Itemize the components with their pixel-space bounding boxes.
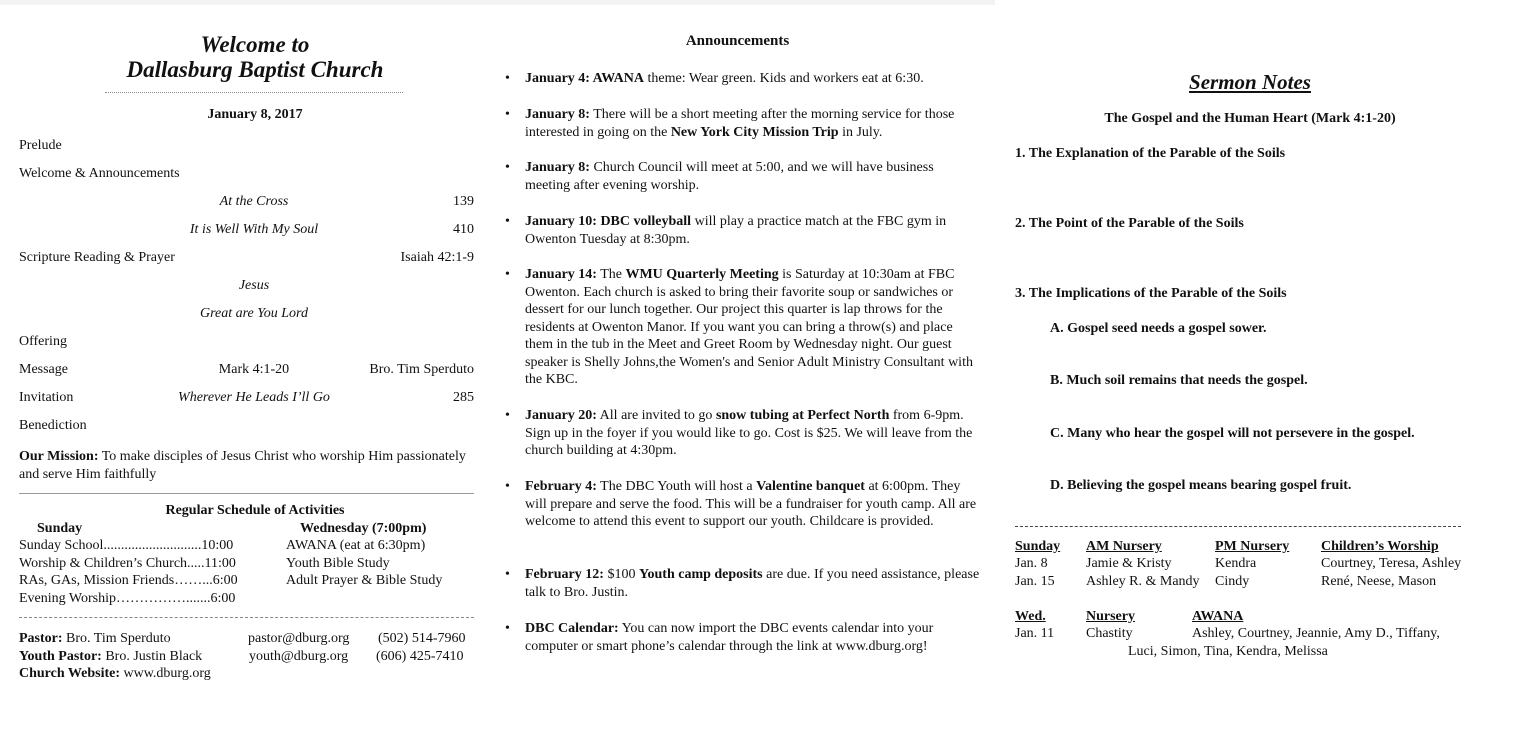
sermon-notes-title: Sermon Notes [1189, 70, 1311, 94]
order-label: Benediction [19, 418, 87, 433]
bullet-icon: • [505, 214, 510, 229]
wednesday-header-awana: AWANA [1192, 609, 1244, 624]
nursery-header-childrens-worship: Children’s Worship [1321, 539, 1439, 554]
order-song-1 [19, 277, 474, 295]
message-speaker: Bro. Tim Sperduto [369, 362, 474, 377]
wednesday-awana-continued: Luci, Simon, Tina, Kendra, Melissa [1128, 644, 1328, 659]
sermon-subpoint-a: A. Gospel seed needs a gospel sower. [1050, 321, 1267, 336]
website-url: www.dburg.org [120, 666, 211, 681]
hymn-number: 285 [453, 390, 474, 405]
sermon-subpoint-d: D. Believing the gospel means bearing gospel fruit. [1050, 478, 1352, 493]
order-message [19, 361, 474, 379]
order-label: Prelude [19, 138, 62, 153]
nursery-am: Jamie & Kristy [1086, 556, 1172, 571]
schedule-wednesday-item: AWANA (eat at 6:30pm) [286, 538, 426, 553]
sermon-subpoint-c: C. Many who hear the gospel will not persevere in the gospel. [1050, 426, 1415, 441]
youth-pastor-email: youth@dburg.org [249, 649, 349, 664]
schedule-wednesday-item: Adult Prayer & Bible Study [286, 573, 443, 588]
schedule-sunday-item: Sunday School............................10:00 [19, 538, 234, 553]
sermon-point-3: 3. The Implications of the Parable of the Soils [1015, 286, 1287, 301]
bullet-icon: • [505, 107, 510, 122]
bullet-icon: • [505, 621, 510, 636]
pastor-label: Pastor: [19, 631, 63, 646]
order-label: Offering [19, 334, 67, 349]
nursery-header-am: AM Nursery [1086, 539, 1162, 554]
hymn-title: At the Cross [219, 194, 289, 209]
order-song-2 [19, 305, 474, 323]
schedule-sunday-item: Worship & Children’s Church.....11:00 [19, 556, 236, 571]
order-hymn-1 [19, 193, 474, 211]
message-reference: Mark 4:1-20 [218, 362, 290, 377]
wednesday-header-nursery: Nursery [1086, 609, 1135, 624]
nursery-header-sunday: Sunday [1015, 539, 1061, 554]
order-hymn-2 [19, 221, 474, 239]
sermon-subpoint-b: B. Much soil remains that needs the gospel. [1050, 373, 1308, 388]
bullet-icon: • [505, 267, 510, 282]
nursery-pm: Kendra [1215, 556, 1257, 571]
sermon-subtitle: The Gospel and the Human Heart (Mark 4:1-20) [1104, 111, 1396, 126]
song-title: Jesus [238, 278, 270, 293]
pastor-name: Bro. Tim Sperduto [62, 631, 171, 646]
church-website [19, 665, 211, 683]
order-invitation [19, 389, 474, 407]
order-label: Invitation [19, 390, 74, 405]
welcome-title-line1: Welcome to [200, 32, 310, 57]
schedule-sunday-item: RAs, GAs, Mission Friends……...6:00 [19, 573, 238, 588]
bullet-icon: • [505, 160, 510, 175]
youth-pastor-name: Bro. Justin Black [101, 649, 203, 664]
nursery-childrens-worship: Courtney, Teresa, Ashley [1321, 556, 1462, 571]
nursery-header-pm: PM Nursery [1215, 539, 1290, 554]
youth-pastor-phone: (606) 425-7410 [376, 649, 464, 664]
sermon-point-1: 1. The Explanation of the Parable of the Soils [1015, 146, 1286, 161]
nursery-date: Jan. 8 [1015, 556, 1048, 571]
youth-pastor-label: Youth Pastor: [19, 649, 102, 664]
bulletin-date: January 8, 2017 [207, 107, 303, 122]
title-divider [105, 92, 403, 93]
welcome-title-line2: Dallasburg Baptist Church [126, 57, 384, 82]
order-label: Message [19, 362, 68, 377]
scripture-reference: Isaiah 42:1-9 [400, 250, 474, 265]
schedule-sunday-heading: Sunday [37, 521, 83, 536]
mission-text: To make disciples of Jesus Christ who worship Him passionately and serve Him faithfully [19, 449, 466, 482]
hymn-title: Wherever He Leads I’ll Go [178, 390, 330, 405]
order-offering [19, 333, 474, 351]
bullet-icon: • [505, 479, 510, 494]
order-welcome [19, 165, 474, 183]
wednesday-date: Jan. 11 [1015, 626, 1055, 641]
nursery-divider [1015, 526, 1461, 527]
mission-label: Our Mission: [19, 449, 99, 464]
song-title: Great are You Lord [199, 306, 308, 321]
bullet-icon: • [505, 71, 510, 86]
nursery-pm: Cindy [1215, 574, 1250, 589]
hymn-number: 139 [453, 194, 474, 209]
nursery-date: Jan. 15 [1015, 574, 1055, 589]
welcome-title [90, 32, 420, 82]
pastor-contact [19, 630, 171, 648]
order-scripture [19, 249, 474, 267]
order-label: Welcome & Announcements [19, 166, 180, 181]
wednesday-nursery: Chastity [1086, 626, 1133, 641]
bullet-icon: • [505, 408, 510, 423]
schedule-title: Regular Schedule of Activities [165, 503, 345, 518]
order-label: Scripture Reading & Prayer [19, 250, 175, 265]
schedule-sunday-item: Evening Worship…………….......6:00 [19, 591, 236, 606]
hymn-number: 410 [453, 222, 474, 237]
pastor-email: pastor@dburg.org [248, 631, 350, 646]
order-benediction [19, 417, 474, 435]
schedule-wednesday-heading: Wednesday (7:00pm) [300, 521, 427, 536]
mission-divider [19, 493, 474, 494]
mission-statement [19, 448, 474, 483]
hymn-title: It is Well With My Soul [189, 222, 319, 237]
wednesday-header-date: Wed. [1015, 609, 1046, 624]
website-label: Church Website: [19, 666, 120, 681]
nursery-am: Ashley R. & Mandy [1086, 574, 1200, 589]
sermon-point-2: 2. The Point of the Parable of the Soils [1015, 216, 1244, 231]
top-edge-shade [0, 0, 995, 5]
wednesday-awana: Ashley, Courtney, Jeannie, Amy D., Tiffany, [1192, 626, 1440, 641]
schedule-divider [19, 617, 474, 618]
bullet-icon: • [505, 567, 510, 582]
youth-pastor-contact [19, 648, 202, 666]
pastor-phone: (502) 514-7960 [378, 631, 466, 646]
announcements-title: Announcements [685, 33, 790, 49]
nursery-childrens-worship: René, Neese, Mason [1321, 574, 1437, 589]
schedule-wednesday-item: Youth Bible Study [286, 556, 390, 571]
order-prelude [19, 137, 474, 155]
